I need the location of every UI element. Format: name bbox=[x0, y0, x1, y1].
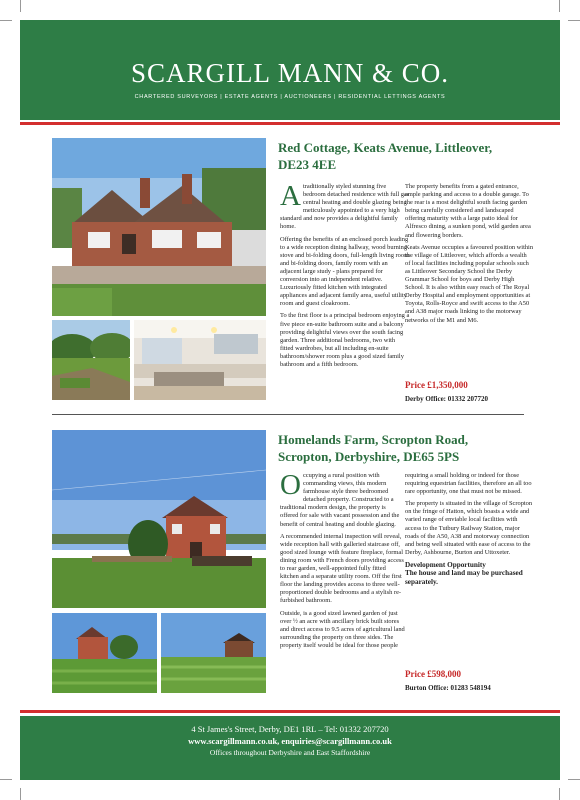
property2-price: Price £598,000 bbox=[405, 669, 461, 679]
property2-paragraph: Outside, is a good sized lawned garden of just over ½ an acre with ancillary brick built stores and direct access to 9.5 acres of agricultural land surrounding the property on three sides. The property itself would be ideal for those people bbox=[280, 609, 405, 649]
company-logo: SCARGILL MANN & CO. bbox=[130, 58, 450, 88]
property2-paragraph: requiring a small holding or indeed for those requiring equestrian facilities, therefore an all too rare opportunity, one that must not be missed. bbox=[405, 472, 532, 496]
property1-column2 bbox=[405, 183, 533, 373]
footer-red-rule bbox=[20, 710, 560, 713]
development-opportunity-heading: Development Opportunity bbox=[405, 560, 486, 569]
property2-column2 bbox=[405, 472, 533, 622]
brand-footer bbox=[20, 716, 560, 780]
property1-title bbox=[278, 139, 540, 173]
homelands-farm-land-photo bbox=[161, 613, 266, 693]
red-cottage-kitchen-photo bbox=[134, 320, 266, 400]
footer-address: 4 St James's Street, Derby, DE1 1RL – Tel: 01332 207720 bbox=[191, 724, 389, 734]
red-cottage-exterior-photo bbox=[52, 138, 266, 316]
property2-title-line1: Homelands Farm, Scropton Road, bbox=[278, 432, 469, 447]
footer-offices: Offices throughout Derbyshire and East Staffordshire bbox=[209, 748, 371, 757]
crop-mark bbox=[0, 20, 12, 21]
property2-paragraph: A recommended internal inspection will reveal, wide reception hall with galleried staircase off, good sized lounge with feature fireplace, formal dining room with French doors providing access to rear garden, well-appointed fully fitted kitchen and a separate utility room. Off the first floor the landing provides access to three well-proportioned double bedrooms and a stylish re-furbished bathroom. bbox=[280, 532, 404, 605]
property1-title-line2: DE23 4EE bbox=[278, 157, 337, 172]
section-divider bbox=[52, 414, 524, 415]
crop-mark bbox=[568, 20, 580, 21]
property2-office-phone: Burton Office: 01283 548194 bbox=[405, 684, 491, 692]
crop-mark bbox=[568, 779, 580, 780]
development-opportunity-text: The house and land may be purchased separately. bbox=[405, 569, 523, 586]
crop-mark bbox=[0, 779, 12, 780]
property2-dropcap: O bbox=[280, 469, 301, 501]
property1-paragraph: To the first floor is a principal bedroom enjoying a five piece en-suite bathroom suite and a balcony providing delightful views over the south facing garden. Three additional bedrooms, two with fitted wardrobes, but all including en-suite bathroom/shower room plus a good sized family bathroom and a fifth bedroom. bbox=[280, 312, 410, 368]
header-red-rule bbox=[20, 122, 560, 125]
property1-dropcap: A bbox=[280, 180, 301, 212]
crop-mark bbox=[559, 788, 560, 800]
brand-header bbox=[20, 20, 560, 120]
property1-paragraph: Atraditionally styled stunning five bedroom detached residence with full gas central heating and double glazing being meticulously appointed to a very high standard and now provides a delightful family home. bbox=[280, 180, 410, 231]
homelands-farm-garden-photo bbox=[52, 613, 157, 693]
property2-title-line2: Scropton, Derbyshire, DE65 5PS bbox=[278, 449, 460, 464]
property1-title-line1: Red Cottage, Keats Avenue, Littleover, bbox=[278, 140, 493, 155]
property2-column1 bbox=[280, 469, 405, 694]
homelands-farm-exterior-photo bbox=[52, 430, 266, 608]
footer-website-email: www.scargillmann.co.uk, enquiries@scargillmann.co.uk bbox=[188, 736, 392, 746]
property1-column1 bbox=[280, 180, 410, 403]
crop-mark bbox=[20, 0, 21, 12]
red-cottage-garden-photo bbox=[52, 320, 130, 400]
property2-paragraph: Occupying a rural position with commanding views, this modern farmhouse style three bedroomed detached property. Constructed to a traditional modern design, the property is offered for sale with vacant possession and the benefit of central heating and double glazing. bbox=[280, 469, 400, 528]
company-tagline: CHARTERED SURVEYORS | ESTATE AGENTS | AUCTIONEERS | RESIDENTIAL LETTINGS AGENTS bbox=[134, 94, 446, 100]
property1-price: Price £1,350,000 bbox=[405, 380, 468, 390]
property1-paragraph: Offering the benefits of an enclosed porch leading to a wide reception dining hallway, wood burning stove and bi-folding doors, full-length living room and bi-folding doors, family room with an adjacent large study - plans prepared for conversion into an independent relative. Luxuriously fitted kitchen with integrated appliances and adjacent family area, useful utility room and guest cloakroom. bbox=[280, 235, 410, 308]
property1-paragraph: The property benefits from a gated entrance, ample parking and access to a double garage. To the rear is a most delightful south facing garden being carefully considered and landscaped offering maturity with a large patio ideal for Alfresco dining, a sunken pond, wild garden area and flowering borders. bbox=[405, 183, 531, 239]
property1-paragraph: Keats Avenue occupies a favoured position within the village of Littleover, which affords a wealth of local facilities including popular schools such as Littleover Secondary School the Derby Grammar School for boys and Derby High School. It is also within easy reach of The Royal Derby Hospital and employment opportunities at Toyota, Rolls-Royce and swift access to the A50 and A38 major roads linking to the motorway networks of the M1 and M6. bbox=[405, 243, 534, 324]
property2-paragraph: The property is situated in the village of Scropton on the fringe of Hatton, which boasts a wide and varied range of enviable local facilities with access to the Tutbury Railway Station, major roads of the A50, A38 and motorway connection and being well situated with ease of access to the Derby, Ashbourne, Burton and Uttoxeter. bbox=[405, 500, 533, 556]
crop-mark bbox=[559, 0, 560, 12]
property1-office-phone: Derby Office: 01332 207720 bbox=[405, 395, 489, 403]
crop-mark bbox=[20, 788, 21, 800]
property2-title bbox=[278, 431, 540, 465]
